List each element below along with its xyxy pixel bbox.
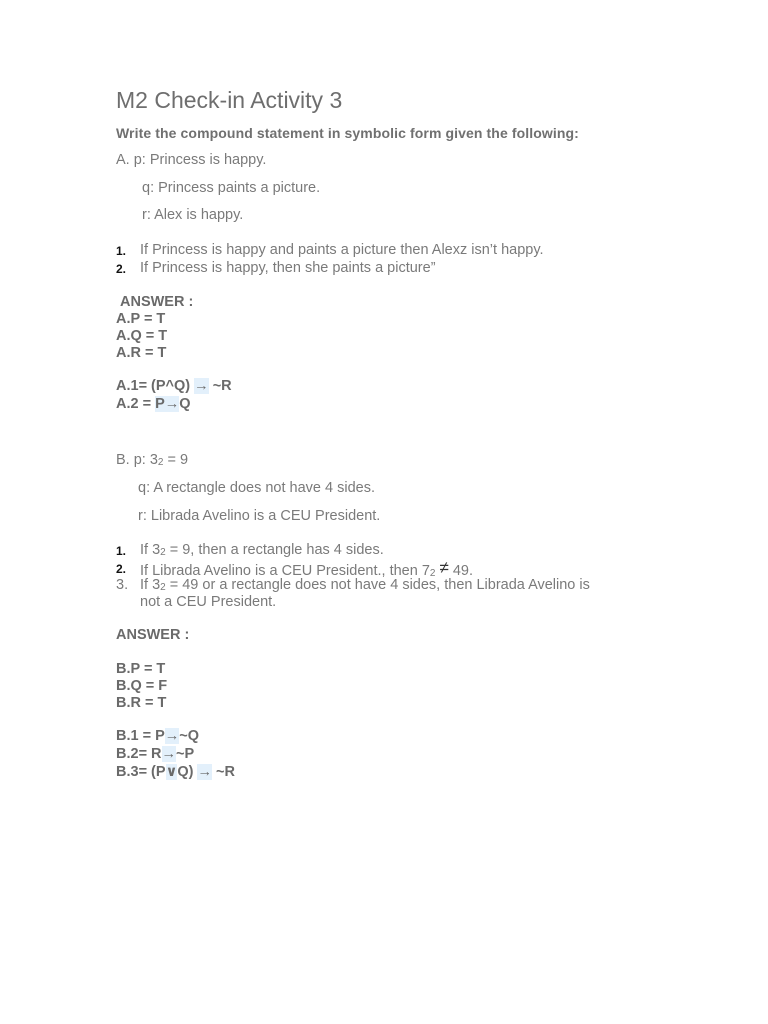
b-q-statement: q: A rectangle does not have 4 sides. [138, 480, 375, 496]
b-answer-label: ANSWER : [116, 627, 190, 643]
a-answer-label: ANSWER : [120, 294, 194, 310]
a-item-1-text: If Princess is happy and paints a picture then Alexz isn’t happy. [140, 242, 544, 258]
implies-arrow-icon: → [164, 396, 180, 412]
b-p-exponent: 2 [157, 457, 164, 468]
a-answer-1 [116, 378, 232, 394]
b-item-2-number: 2. [116, 562, 127, 576]
a1-prefix: A.1= (P^Q) [116, 378, 195, 394]
b1-suffix: ~Q [179, 728, 200, 744]
a-truth-r: A.R = T [116, 345, 167, 361]
a-truth-p: A.P = T [116, 311, 166, 327]
b3-middle: Q) [177, 764, 198, 780]
page-title: M2 Check-in Activity 3 [116, 87, 343, 113]
b1-text-post: = 9, then a rectangle has 4 sides. [165, 542, 384, 558]
b3-prefix: B.3= (P [116, 764, 166, 780]
b-item-1-number: 1. [116, 544, 127, 558]
or-symbol-icon: ∨ [165, 764, 178, 780]
b-truth-q: B.Q = F [116, 678, 168, 694]
b2-suffix: ~P [176, 746, 195, 762]
a-p-statement: A. p: Princess is happy. [116, 152, 267, 168]
b-item-3-text [140, 577, 590, 593]
not-equal-icon: ≠ [439, 558, 449, 577]
b-answer-2 [116, 746, 194, 762]
b-p-prefix: B. p: 3 [116, 452, 158, 468]
implies-arrow-icon: → [161, 746, 177, 762]
b-item-1-text [140, 542, 384, 558]
b-answer-1 [116, 728, 199, 744]
a2-p-highlight: P [155, 396, 165, 412]
a2-suffix: Q [179, 396, 191, 412]
b2-text-post: 49. [448, 563, 474, 579]
implies-arrow-icon: → [197, 764, 212, 780]
b1-text-pre: If 3 [140, 542, 161, 558]
implies-arrow-icon: → [194, 378, 209, 394]
b-item-3-number: 3. [116, 577, 129, 593]
instruction: Write the compound statement in symbolic form given the following: [116, 125, 579, 141]
b1-exponent: 2 [160, 547, 166, 558]
b-r-statement: r: Librada Avelino is a CEU President. [138, 508, 381, 524]
a-item-1-number: 1. [116, 244, 127, 258]
b2-prefix: B.2= R [116, 746, 162, 762]
b1-prefix: B.1 = P [116, 728, 165, 744]
b3-text-pre: If 3 [140, 577, 161, 593]
a-r-statement: r: Alex is happy. [142, 207, 244, 223]
b-p-statement [116, 452, 188, 468]
b3-text-post: = 49 or a rectangle does not have 4 sides, then Librada Avelino is [165, 577, 590, 593]
b-item-3-text-line2: not a CEU President. [140, 594, 277, 610]
b-truth-p: B.P = T [116, 661, 166, 677]
a-answer-2 [116, 396, 191, 412]
a-item-2-number: 2. [116, 262, 127, 276]
b3-suffix: ~R [211, 764, 235, 780]
implies-arrow-icon: → [164, 728, 180, 744]
a2-prefix: A.2 = [116, 396, 156, 412]
b-answer-3 [116, 764, 235, 780]
a-truth-q: A.Q = T [116, 328, 168, 344]
b-truth-r: B.R = T [116, 695, 167, 711]
b2-text-pre: If Librada Avelino is a CEU President., then 7 [140, 563, 430, 579]
b2-exponent: 2 [429, 568, 436, 579]
a1-suffix: ~R [208, 378, 232, 394]
b3-exponent: 2 [160, 582, 166, 593]
b-p-suffix: = 9 [163, 452, 189, 468]
a-q-statement: q: Princess paints a picture. [142, 180, 321, 196]
a-item-2-text: If Princess is happy, then she paints a picture” [140, 260, 436, 276]
